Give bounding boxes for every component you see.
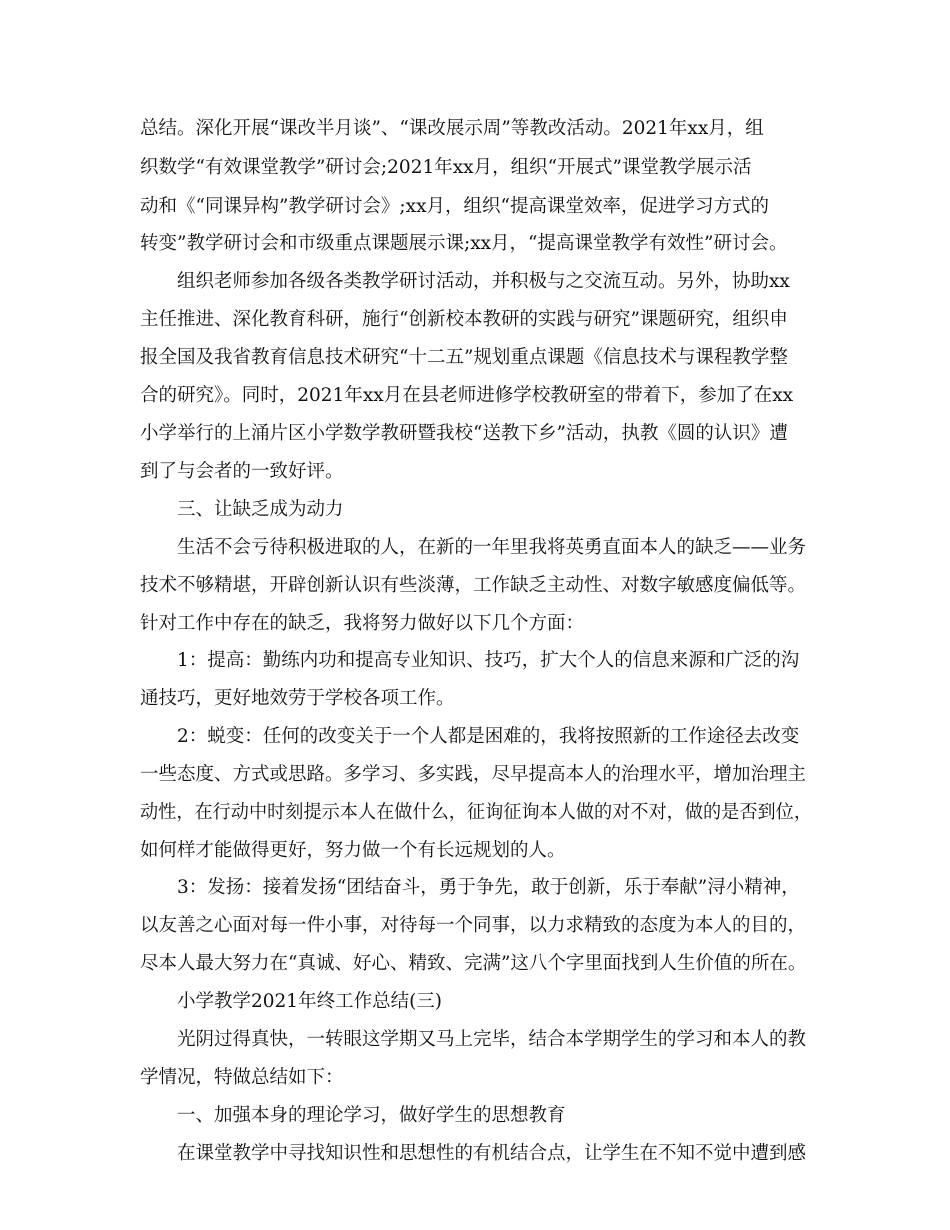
line-text: 动和《“同课异构”教学研讨会》;xx月，组织“提高课堂效率，促进学习方式的 [140,196,769,217]
text-line [0,1024,950,1056]
section-heading [0,986,950,1018]
text-line [0,608,950,640]
text-line [0,228,950,260]
text-line [0,910,950,942]
line-text: 小学举行的上涌片区小学数学教研暨我校“送教下乡”活动，执教《圆的认识》遭 [140,423,788,444]
line-text: 光阴过得真快，一转眼这学期又马上完毕，结合本学期学生的学习和本人的教 [177,1029,807,1050]
line-text: 主任推进、深化教育科研，施行“创新校本教研的实践与研究”课题研究，组织申 [140,309,788,330]
line-text: 在课堂教学中寻找知识性和思想性的有机结合点，让学生在不知不觉中遭到感 [177,1143,807,1164]
line-text: 到了与会者的一致好评。 [140,461,344,482]
text-line [0,113,950,145]
text-line [0,418,950,450]
line-text: 总结。深化开展“课改半月谈”、“课改展示周”等教改活动。2021年xx月，组 [140,118,764,139]
line-text: 动性，在行动中时刻提示本人在做什么，征询征询本人做的对不对，做的是否到位， [140,802,812,823]
text-line [0,304,950,336]
line-text: 合的研究》。同时，2021年xx月在县老师进修学校教研室的带着下，参加了在xx [140,385,794,406]
text-line [0,948,950,980]
section-heading [0,494,950,526]
text-line [0,835,950,867]
line-text: 转变”教学研讨会和市级重点课题展示课;xx月，“提高课堂教学有效性”研讨会。 [140,233,788,254]
text-line [0,1062,950,1094]
line-text: 针对工作中存在的缺乏，我将努力做好以下几个方面： [140,613,585,634]
list-item [0,645,950,677]
line-text: 组织老师参加各级各类教学研讨活动，并积极与之交流互动。另外，协助xx [177,271,790,292]
section-heading [0,1100,950,1132]
line-text: 技术不够精堪，开辟创新认识有些淡薄，工作缺乏主动性、对数字敏感度偏低等。 [140,575,807,596]
text-line [0,456,950,488]
line-text: 1：提高：勤练内功和提高专业知识、技巧，扩大个人的信息来源和广泛的沟 [177,650,800,671]
text-line [0,380,950,412]
text-line [0,759,950,791]
line-text: 尽本人最大努力在“真诚、好心、精致、完满”这八个字里面找到人生价值的所在。 [140,953,807,974]
text-line [0,532,950,564]
line-text: 三、让缺乏成为动力 [177,499,344,520]
text-line [0,683,950,715]
line-text: 学情况，特做总结如下： [140,1067,344,1088]
list-item [0,721,950,753]
line-text: 一、加强本身的理论学习，做好学生的思想教育 [177,1105,566,1126]
line-text: 一些态度、方式或思路。多学习、多实践，尽早提高本人的治理水平，增加治理主 [140,764,807,785]
line-text: 如何样才能做得更好，努力做一个有长远规划的人。 [140,840,566,861]
line-text: 通技巧，更好地效劳于学校各项工作。 [140,688,455,709]
text-line [0,1138,950,1170]
line-text: 3：发扬：接着发扬“团结奋斗，勇于争先，敢于创新，乐于奉献”浔小精神， [177,877,800,898]
line-text: 织数学“有效课堂教学”研讨会;2021年xx月，组织“开展式”课堂教学展示活 [140,157,752,178]
line-text: 生活不会亏待积极进取的人，在新的一年里我将英勇直面本人的缺乏——业务 [177,537,807,558]
line-text: 以友善之心面对每一件小事，对待每一个同事，以力求精致的态度为本人的目的， [140,915,807,936]
line-text: 小学教学2021年终工作总结(三) [177,991,443,1012]
list-item [0,872,950,904]
text-line [0,342,950,374]
text-line [0,570,950,602]
text-line [0,797,950,829]
text-line [0,266,950,298]
line-text: 报全国及我省教育信息技术研究“十二五”规划重点课题《信息技术与课程教学整 [140,347,788,368]
line-text: 2：蜕变：任何的改变关于一个人都是困难的，我将按照新的工作途径去改变 [177,726,800,747]
text-line [0,152,950,184]
text-line [0,191,950,223]
